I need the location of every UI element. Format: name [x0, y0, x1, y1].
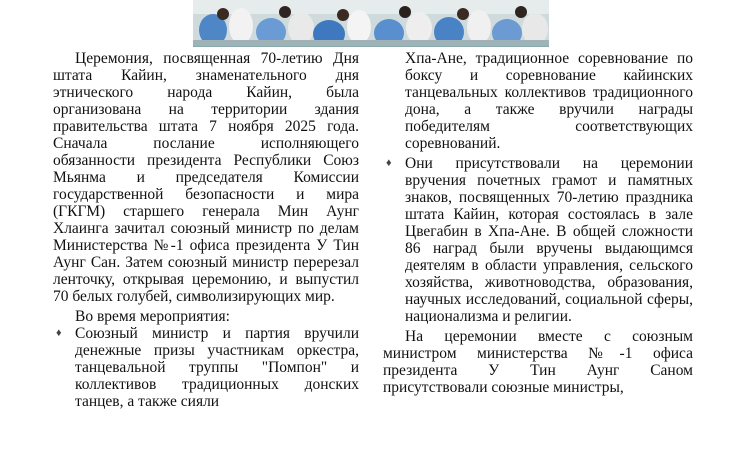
right-column: [383, 50, 693, 396]
event-photo: [193, 0, 549, 47]
list-item: [383, 155, 693, 325]
left-column: [53, 50, 359, 410]
paragraph-attendees: На церемонии вместе с союзным министром министерства №-1 офиса президента У Тин Аунг Саном присутствовали союзные министры,: [383, 328, 693, 396]
diamond-bullet-icon: ♦: [56, 327, 62, 339]
bullet-text-continued: Хпа-Ане, традиционное соревнование по боксу и соревнование кайинских танцевальных коллективов традиционного дона, а также вручили награды победителям соответствующих соревнований.: [405, 50, 693, 152]
crowd-photo-graphic: [193, 0, 549, 46]
diamond-bullet-icon: ♦: [386, 157, 392, 169]
paragraph-ceremony: Церемония, посвященная 70-летию Дня штата Кайин, знаменательного дня этнического народа Кайин, была организована на территории здания правительства штата 7 ноября 2025 года. Сначала послание исполняющего обязанности президента Республики Союз Мьянма и председателя Комиссии государственной безопасности и мира (ГКГМ) старшего генерала Мин Аунг Хлаинга зачитал союзный министр по делам Министерства №-1 офиса президента У Тин Аунг Сан. Затем союзный министр перерезал ленточку, открывая церемонию, и выпустил 70 белых голубей, символизирующих мир.: [53, 50, 359, 305]
list-item: [53, 325, 359, 410]
list-item-continued: [383, 50, 693, 152]
paragraph-during-event: Во время мероприятия:: [75, 308, 230, 325]
bullet-text: Союзный министр и партия вручили денежные призы участникам оркестра, танцевальной труппы "Помпон" и коллективов традиционных донских танцев, а также сияли: [75, 325, 359, 410]
bullet-text: Они присутствовали на церемонии вручения почетных грамот и памятных знаков, посвященных 70-летию праздника штата Кайин, которая состоялась в зале Цвегабин в Хпа-Ане. В общей сложности 86 наград были вручены выдающимся деятелям в области управления, сельского хозяйства, животноводства, образования, научных исследований, социальной сферы, национализма и религии.: [405, 155, 693, 325]
